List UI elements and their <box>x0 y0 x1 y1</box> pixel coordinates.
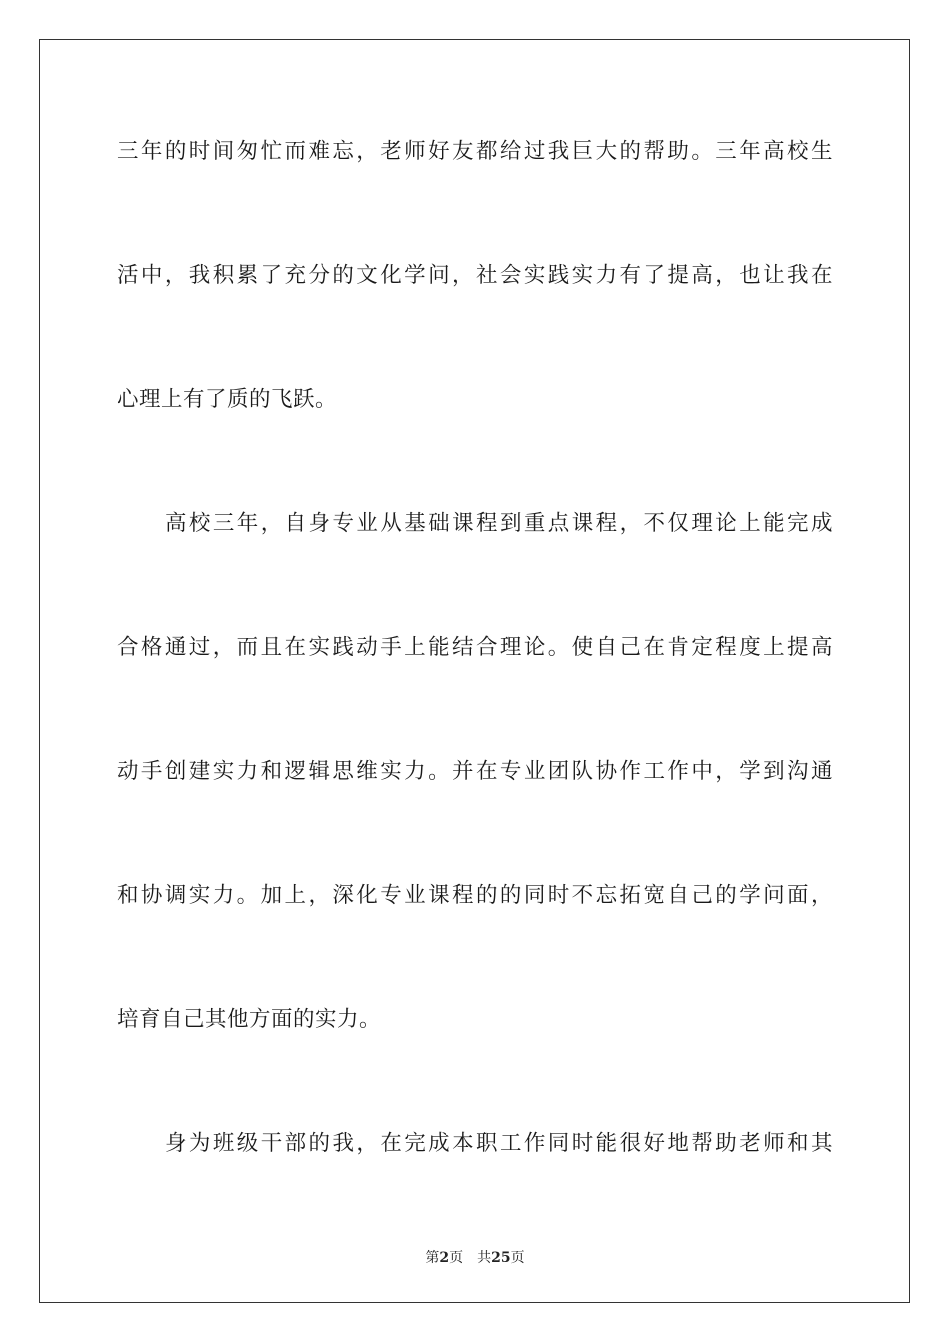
paragraph-1-line-3: 心理上有了质的飞跃。 <box>117 387 338 412</box>
page-footer <box>0 1248 950 1268</box>
total-pages: 25 <box>491 1250 511 1266</box>
page-frame <box>39 39 910 1303</box>
paragraph-3-line-1: 身为班级干部的我，在完成本职工作同时能很好地帮助老师和其 <box>165 1131 833 1156</box>
paragraph-2-line-3: 动手创建实力和逻辑思维实力。并在专业团队协作工作中，学到沟通 <box>117 759 833 784</box>
paragraph-1-line-1: 三年的时间匆忙而难忘，老师好友都给过我巨大的帮助。三年高校生 <box>117 139 833 164</box>
paragraph-2-line-4: 和协调实力。加上，深化专业课程的的同时不忘拓宽自己的学问面， <box>117 883 833 908</box>
paragraph-2-line-1: 高校三年，自身专业从基础课程到重点课程，不仅理论上能完成 <box>165 511 833 536</box>
total-prefix: 共 <box>477 1250 492 1266</box>
page-prefix: 第 <box>425 1250 440 1266</box>
paragraph-1-line-2: 活中，我积累了充分的文化学问，社会实践实力有了提高，也让我在 <box>117 263 833 288</box>
page-suffix: 页 <box>449 1250 464 1266</box>
total-suffix: 页 <box>510 1250 525 1266</box>
page-number: 2 <box>439 1250 450 1266</box>
paragraph-2-line-5: 培育自己其他方面的实力。 <box>117 1007 382 1032</box>
paragraph-2-line-2: 合格通过，而且在实践动手上能结合理论。使自己在肯定程度上提高 <box>117 635 833 660</box>
